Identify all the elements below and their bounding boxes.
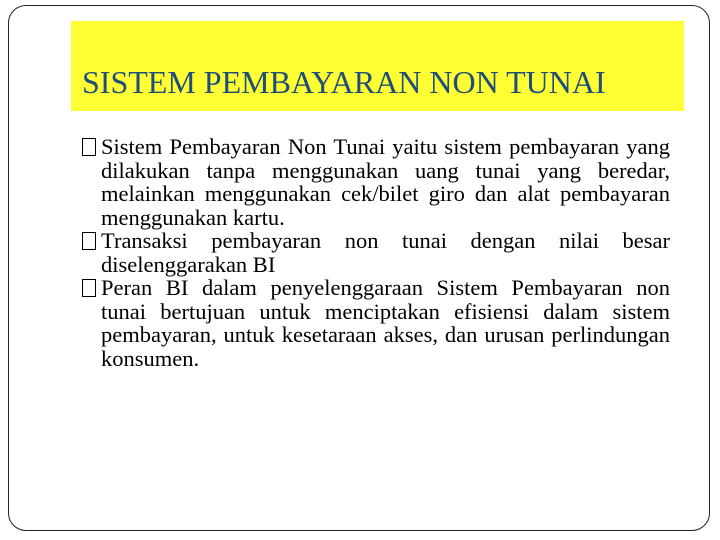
bullet-text: Transaksi pembayaran non tunai dengan nilai besar diselenggarakan BI <box>101 228 670 277</box>
bullet-text: Sistem Pembayaran Non Tunai yaitu sistem pembayaran yang dilakukan tanpa menggunakan uang tunai yang beredar, melainkan menggunakan cek/bilet giro dan alat pembayaran menggunakan kartu. <box>101 134 670 230</box>
slide-title: SISTEM PEMBAYARAN NON TUNAI <box>82 64 606 100</box>
bullet-text: Peran BI dalam penyelenggaraan Sistem Pembayaran non tunai bertujuan untuk menciptakan efisiensi dalam sistem pembayaran, untuk kesetaraan akses, dan urusan perlindungan konsumen. <box>101 275 670 371</box>
bullet-item <box>82 135 670 229</box>
bullet-item <box>82 229 670 276</box>
title-banner <box>71 21 684 111</box>
bullet-item <box>82 276 670 370</box>
bullet-list <box>82 135 670 370</box>
box-bullet-icon <box>82 232 96 250</box>
box-bullet-icon <box>82 138 96 156</box>
box-bullet-icon <box>82 279 96 297</box>
